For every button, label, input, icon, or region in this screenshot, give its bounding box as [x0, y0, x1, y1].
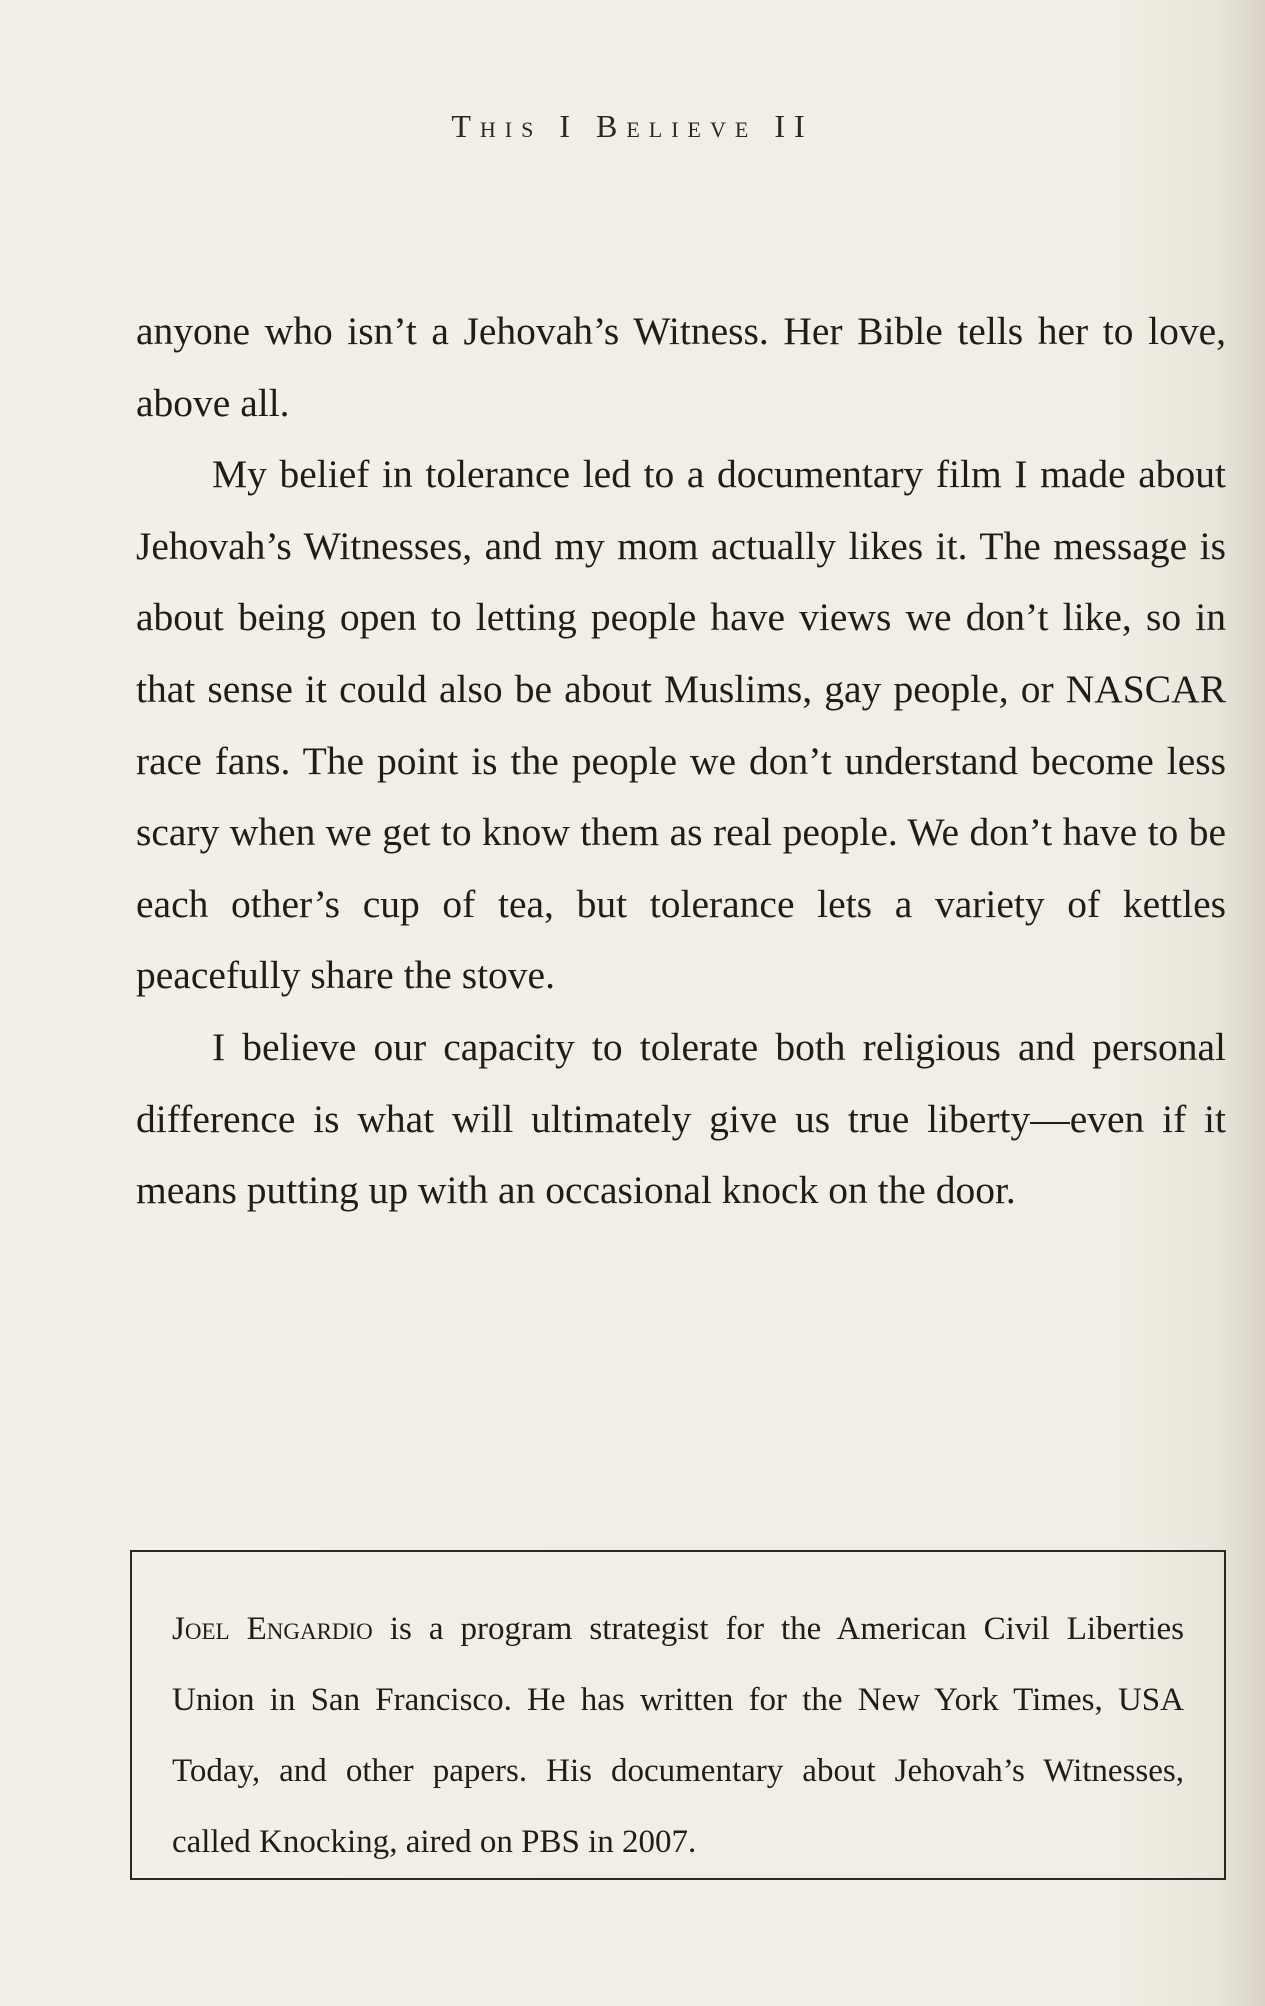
bio-separator: , — [1094, 1682, 1118, 1718]
film-title: Knocking — [259, 1824, 390, 1860]
running-head: This I Believe II — [451, 108, 814, 144]
bio-segment-1: is a program strategist for the American Civil Liberties Union in San Francisco. He has written for the — [172, 1611, 1184, 1718]
bio-segment-2: , and other papers. His documentary about Jehovah’s Witnesses, called — [172, 1753, 1184, 1860]
paragraph-continued: anyone who isn’t a Jehovah’s Witness. Her Bible tells her to love, above all. — [136, 309, 1226, 425]
paragraph-conclusion: I believe our capacity to tolerate both religious and personal difference is what will ultimately give us true liberty—even if it means putting up with an occasional knock on the door. — [136, 1024, 1226, 1213]
author-bio-box — [130, 1550, 1226, 1880]
author-bio — [172, 1594, 1184, 1878]
paragraph-documentary: My belief in tolerance led to a documentary film I made about Jehovah’s Witnesses, and my mom actually likes it. The message is about being open to letting people have views we don’t like, so in that sense it could also be about Muslims, gay people, or NASCAR race fans. The point is the people we don’t understand become less scary when we get to know them as real people. We don’t have to be each other’s cup of tea, but tolerance lets a variety of kettles peacefully share the stove. — [136, 452, 1226, 998]
publication-usa-today: USA Today — [172, 1682, 1184, 1789]
essay-body — [136, 296, 1226, 1227]
bio-segment-3: , aired on PBS in 2007. — [389, 1824, 697, 1860]
publication-nyt: New York Times — [857, 1682, 1095, 1718]
author-name: Joel Engardio — [172, 1611, 373, 1647]
